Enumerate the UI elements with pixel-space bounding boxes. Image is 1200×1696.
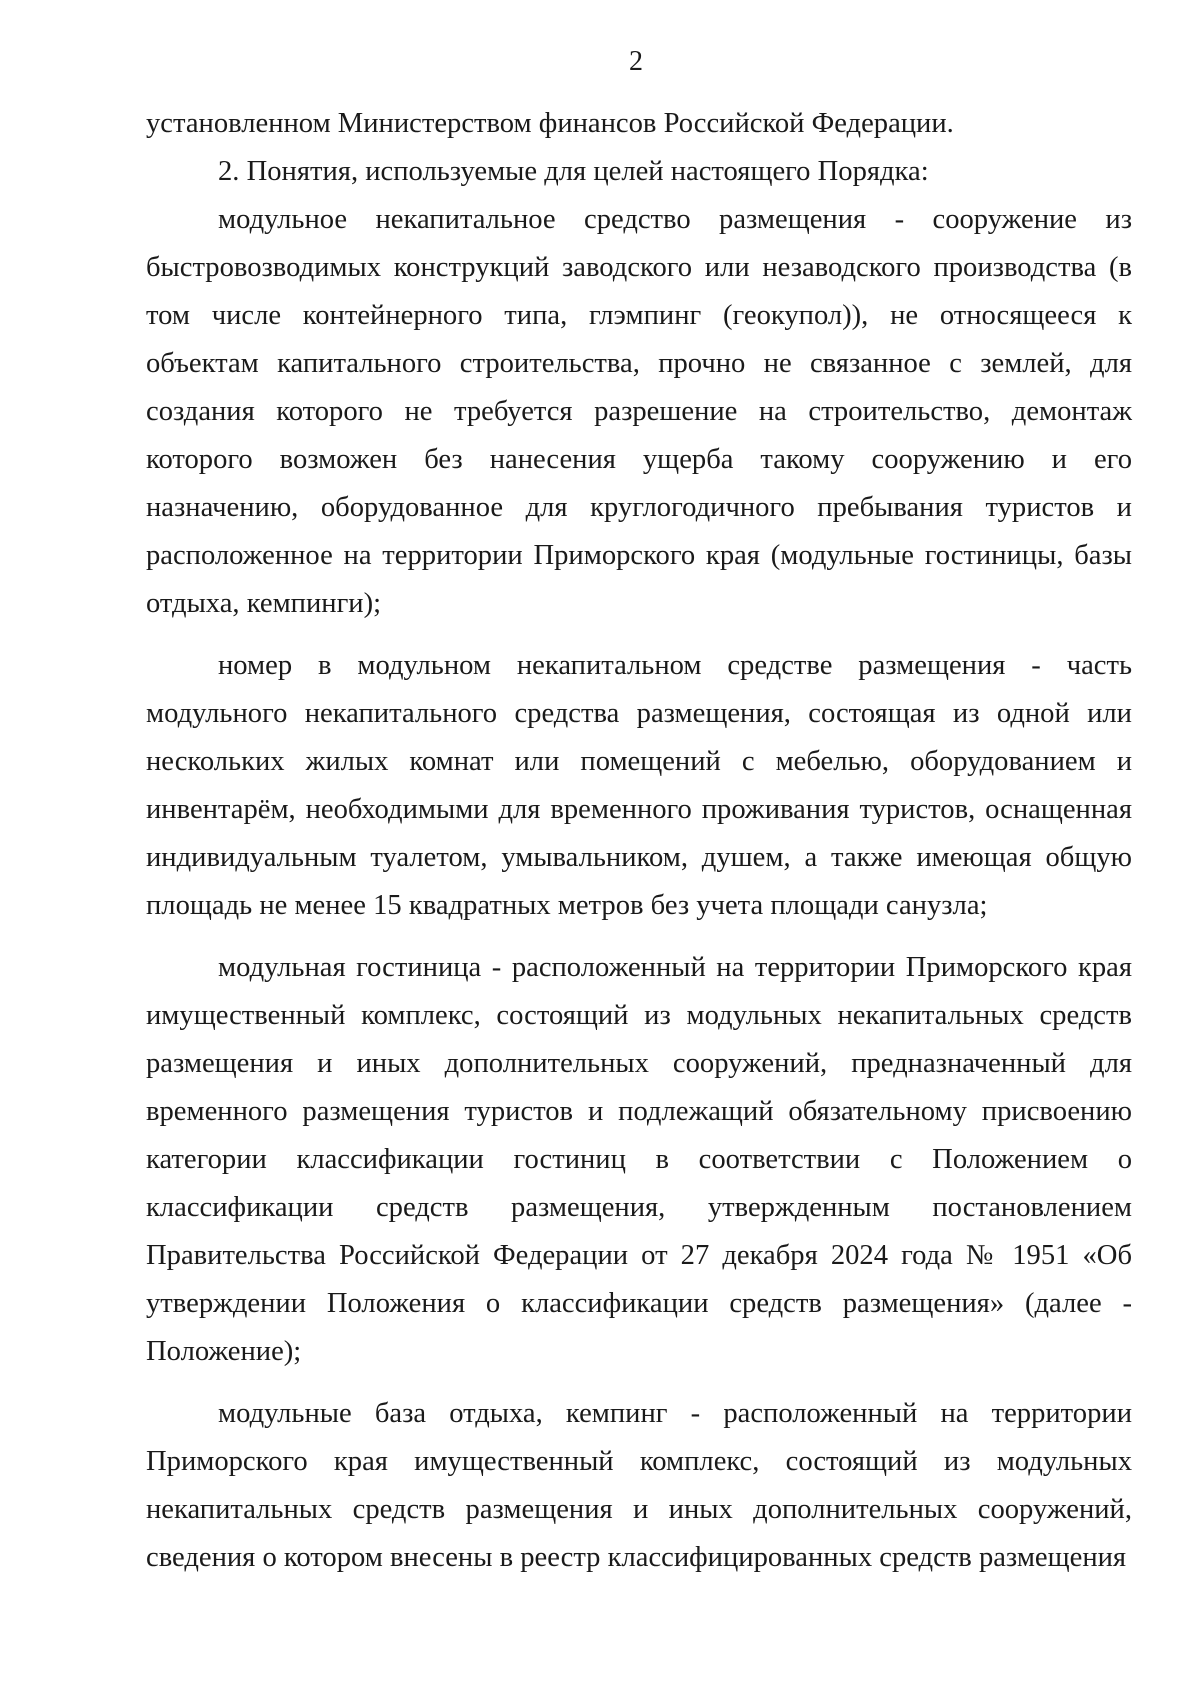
- page-number: 2: [629, 46, 643, 77]
- paragraph-section-heading: 2. Понятия, используемые для целей настоящего Порядка:: [218, 156, 929, 187]
- document-body: [146, 100, 1132, 1582]
- paragraph-continuation: установленном Министерством финансов Российской Федерации.: [146, 108, 954, 139]
- paragraph-definition-room: номер в модульном некапитальном средстве размещения - часть модульного некапитального средства размещения, состоящая из одной или нескольких жилых комнат или помещений с мебелью, оборудованием и инвентарём, необходимыми для временного проживания туристов, оснащенная индивидуальным туалетом, умывальником, душем, а также имеющая общую площадь не менее 15 квадратных метров без учета площади санузла;: [146, 650, 1132, 921]
- paragraph-definition-hotel: модульная гостиница - расположенный на территории Приморского края имущественный комплекс, состоящий из модульных некапитальных средств размещения и иных дополнительных сооружений, предназначенный для временного размещения туристов и подлежащий обязательному присвоению категории классификации гостиниц в соответствии с Положением о классификации средств размещения, утвержденным постановлением Правительства Российской Федерации от 27 декабря 2024 года № 1951 «Об утверждении Положения о классификации средств размещения» (далее - Положение);: [146, 952, 1132, 1367]
- paragraph-definition-modular-facility: модульное некапитальное средство размещения - сооружение из быстровозводимых конструкций заводского или незаводского производства (в том числе контейнерного типа, глэмпинг (геокупол)), не относящееся к объектам капитального строительства, прочно не связанное с землей, для создания которого не требуется разрешение на строительство, демонтаж которого возможен без нанесения ущерба такому сооружению и его назначению, оборудованное для круглогодичного пребывания туристов и расположенное на территории Приморского края (модульные гостиницы, базы отдыха, кемпинги);: [146, 204, 1132, 619]
- paragraph-definition-camp: модульные база отдыха, кемпинг - расположенный на территории Приморского края имущественный комплекс, состоящий из модульных некапитальных средств размещения и иных дополнительных сооружений, сведения о котором внесены в реестр классифицированных средств размещения: [146, 1398, 1132, 1573]
